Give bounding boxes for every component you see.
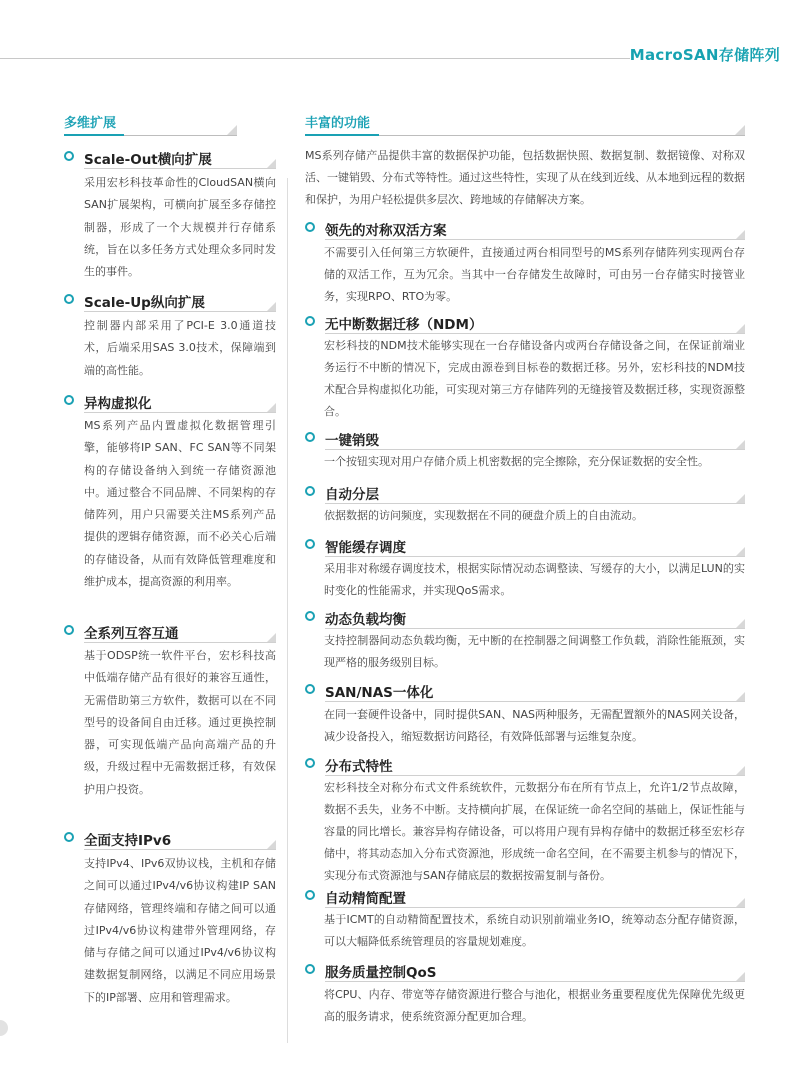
circle-bullet-icon — [305, 222, 315, 232]
feature-description: 支持IPv4、IPv6双协议栈，主机和存储之间可以通过IPv4/v6协议构建IP SAN存储网络，管理终端和存储之间可以通过IPv4/v6协议构建带外管理网络，存储与存储之间可以通过IPv4/v6协议构建数据复制网络，以满足不同应用场景下的IP部署、应用和管理需求。 — [84, 857, 276, 1004]
feature-rule — [325, 449, 745, 450]
feature-rule — [325, 981, 745, 982]
left-section-title: 多维扩展 — [64, 116, 117, 131]
feature-title: 异构虚拟化 — [84, 396, 152, 412]
circle-bullet-icon — [305, 684, 315, 694]
corner-triangle-icon — [736, 547, 745, 556]
column-divider — [287, 178, 288, 1043]
feature-rule — [325, 628, 745, 629]
feature-description: 在同一套硬件设备中，同时提供SAN、NAS两种服务，无需配置额外的NAS网关设备，减少设备投入，缩短数据访问路径，有效降低部署与运维复杂度。 — [324, 708, 745, 743]
corner-triangle-icon — [736, 494, 745, 503]
corner-triangle-icon — [736, 619, 745, 628]
feature-rule — [84, 849, 276, 850]
feature-title: 领先的对称双活方案 — [325, 223, 447, 239]
corner-triangle-icon — [267, 159, 276, 168]
circle-bullet-icon — [64, 625, 74, 635]
header-rule — [0, 58, 630, 59]
circle-bullet-icon — [305, 890, 315, 900]
brand-title: MacroSAN存储阵列 — [629, 46, 780, 64]
section-title-underline — [64, 134, 124, 136]
feature-description: 采用宏杉科技革命性的CloudSAN横向SAN扩展架构，可横向扩展至多存储控制器，形成了一个大规模并行存储系统，旨在以多任务方式处理众多同时发生的事件。 — [84, 176, 276, 279]
circle-bullet-icon — [305, 316, 315, 326]
corner-triangle-icon — [736, 440, 745, 449]
page-edge-decoration — [0, 1020, 8, 1036]
circle-bullet-icon — [64, 294, 74, 304]
feature-description: 宏杉科技全对称分布式文件系统软件，元数据分布在所有节点上，允许1/2节点故障，数据不丢失，业务不中断。支持横向扩展，在保证统一命名空间的基础上，保证性能与容量的同比增长。兼容异构存储设备，可以将用户现有异构存储中的数据迁移至宏杉存储中，将其动态加入分布式资源池，形成统一命名空间，在不需要主机参与的情况下，实现分布式资源池与SAN存储底层的数据按需复制与备份。 — [324, 781, 745, 882]
feature-rule — [84, 168, 276, 169]
feature-title: 全系列互容互通 — [84, 626, 179, 642]
feature-description: 控制器内部采用了PCI-E 3.0通道技术，后端采用SAS 3.0技术，保障端到端的高性能。 — [84, 319, 276, 377]
circle-bullet-icon — [305, 486, 315, 496]
feature-title: 服务质量控制QoS — [325, 965, 437, 981]
feature-rule — [325, 907, 745, 908]
circle-bullet-icon — [305, 432, 315, 442]
feature-title: 自动分层 — [325, 487, 379, 503]
feature-rule — [84, 311, 276, 312]
corner-triangle-icon — [267, 840, 276, 849]
feature-description: MS系列产品内置虚拟化数据管理引擎，能够将IP SAN、FC SAN等不同架构的存储设备纳入到统一存储资源池中。通过整合不同品牌、不同架构的存储阵列，用户只需要关注MS系列产品提供的逻辑存储资源，而不必关心后端的存储设备，从而有效降低管理难度和维护成本，提高资源的利用率。 — [84, 419, 276, 589]
feature-title: 自动精简配置 — [325, 891, 406, 907]
circle-bullet-icon — [305, 964, 315, 974]
feature-title: 无中断数据迁移（NDM） — [325, 317, 483, 333]
corner-triangle-icon — [736, 692, 745, 701]
corner-triangle-icon — [267, 302, 276, 311]
feature-title: 全面支持IPv6 — [84, 833, 172, 849]
left-section-header — [64, 112, 237, 136]
feature-rule — [325, 239, 745, 240]
feature-title: SAN/NAS一体化 — [325, 685, 434, 701]
feature-description: 支持控制器间动态负载均衡，无中断的在控制器之间调整工作负载，消除性能瓶颈，实现严格的服务级别目标。 — [324, 634, 745, 669]
corner-triangle-icon — [735, 125, 745, 135]
corner-triangle-icon — [736, 230, 745, 239]
corner-triangle-icon — [736, 324, 745, 333]
circle-bullet-icon — [305, 758, 315, 768]
corner-triangle-icon — [227, 125, 237, 135]
corner-triangle-icon — [736, 766, 745, 775]
corner-triangle-icon — [736, 898, 745, 907]
feature-rule — [325, 701, 745, 702]
circle-bullet-icon — [64, 395, 74, 405]
right-section-header — [305, 112, 745, 136]
right-section-title: 丰富的功能 — [305, 116, 371, 131]
feature-rule — [325, 556, 745, 557]
feature-description: 一个按钮实现对用户存储介质上机密数据的完全擦除，充分保证数据的安全性。 — [324, 455, 709, 468]
feature-rule — [84, 412, 276, 413]
feature-title: 动态负载均衡 — [325, 612, 406, 628]
feature-description: 基于ODSP统一软件平台，宏杉科技高中低端存储产品有很好的兼容互通性，无需借助第三方软件，数据可以在不同型号的设备间自由迁移。通过更换控制器，可实现低端产品向高端产品的升级，升级过程中无需数据迁移，有效保护用户投资。 — [84, 649, 276, 796]
circle-bullet-icon — [305, 611, 315, 621]
circle-bullet-icon — [305, 539, 315, 549]
circle-bullet-icon — [64, 832, 74, 842]
feature-description: 基于ICMT的自动精简配置技术，系统自动识别前端业务IO，统筹动态分配存储资源，可以大幅降低系统管理员的容量规划难度。 — [324, 913, 745, 948]
feature-rule — [325, 775, 745, 776]
corner-triangle-icon — [267, 403, 276, 412]
feature-description: 将CPU、内存、带宽等存储资源进行整合与池化，根据业务重要程度优先保障优先级更高的服务请求，使系统资源分配更加合理。 — [324, 988, 745, 1023]
feature-description: 依据数据的访问频度，实现数据在不同的硬盘介质上的自由流动。 — [324, 509, 643, 522]
feature-title: 智能缓存调度 — [325, 540, 406, 556]
circle-bullet-icon — [64, 151, 74, 161]
feature-title: Scale-Out横向扩展 — [84, 152, 212, 168]
feature-description: 宏杉科技的NDM技术能够实现在一台存储设备内或两台存储设备之间，在保证前端业务运行不中断的情况下，完成由源卷到目标卷的数据迁移。另外，宏杉科技的NDM技术配合异构虚拟化功能，可实现对第三方存储阵列的无缝接管及数据迁移，实现资源整合。 — [324, 339, 745, 418]
corner-triangle-icon — [267, 633, 276, 642]
feature-rule — [325, 333, 745, 334]
feature-title: 一键销毁 — [325, 433, 379, 449]
corner-triangle-icon — [736, 972, 745, 981]
feature-title: Scale-Up纵向扩展 — [84, 295, 205, 311]
section-intro: MS系列存储产品提供丰富的数据保护功能，包括数据快照、数据复制、数据镜像、对称双活、一键销毁、分布式等特性。通过这些特性，实现了从在线到近线、从本地到远程的数据和保护，为用户轻松提供多层次、跨地域的存储解决方案。 — [305, 149, 745, 206]
feature-rule — [84, 642, 276, 643]
feature-description: 不需要引入任何第三方软硬件，直接通过两台相同型号的MS系列存储阵列实现两台存储的双活工作，互为冗余。当其中一台存储发生故障时，可由另一台存储实时接管业务，实现RPO、RTO为零。 — [324, 246, 745, 303]
section-title-underline — [305, 134, 379, 136]
feature-rule — [325, 503, 745, 504]
feature-title: 分布式特性 — [325, 759, 393, 775]
feature-description: 采用非对称缓存调度技术，根据实际情况动态调整读、写缓存的大小，以满足LUN的实时变化的性能需求，并实现QoS需求。 — [324, 562, 745, 597]
